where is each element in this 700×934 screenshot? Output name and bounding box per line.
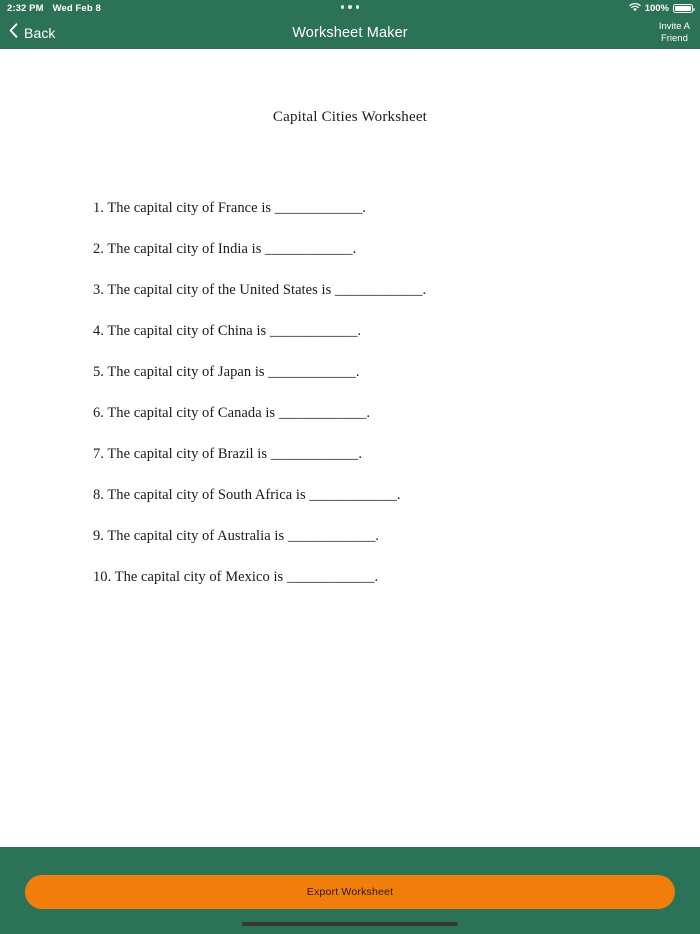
worksheet-question: 4. The capital city of China is ____________. <box>93 323 362 339</box>
worksheet-question: 7. The capital city of Brazil is ____________. <box>93 446 363 462</box>
worksheet-question: 5. The capital city of Japan is ____________. <box>93 364 360 380</box>
back-button-label: Back <box>24 25 56 41</box>
worksheet-question: 8. The capital city of South Africa is ____________. <box>93 487 401 503</box>
multitask-dots-icon <box>0 5 700 9</box>
export-worksheet-button[interactable]: Export Worksheet <box>25 875 675 909</box>
status-time: 2:32 PM <box>7 3 44 14</box>
invite-label-line1: Invite A <box>658 21 690 32</box>
invite-label-line2: Friend <box>660 33 688 44</box>
worksheet-question: 10. The capital city of Mexico is ____________. <box>93 569 379 585</box>
page-title-label: Worksheet Maker <box>292 25 408 41</box>
page-title <box>0 17 700 49</box>
worksheet-question: 3. The capital city of the United States is ____________. <box>93 282 427 298</box>
worksheet-question-list <box>93 199 653 609</box>
app-header <box>0 0 700 49</box>
invite-a-friend-button[interactable] <box>659 16 690 50</box>
battery-fill <box>675 6 691 12</box>
worksheet-document <box>0 49 700 847</box>
bottom-toolbar <box>0 847 700 934</box>
status-bar <box>0 0 700 17</box>
wifi-icon <box>629 3 641 15</box>
battery-icon <box>673 4 693 14</box>
multitask-dot <box>341 5 345 9</box>
worksheet-question: 1. The capital city of France is ____________. <box>93 200 367 216</box>
worksheet-title: Capital Cities Worksheet <box>272 109 428 125</box>
battery-percent-label: 100% <box>644 3 669 14</box>
status-date: Wed Feb 8 <box>52 3 101 14</box>
status-bar-right <box>629 3 693 15</box>
multitask-dot <box>348 5 352 9</box>
multitask-dot <box>356 5 360 9</box>
navigation-bar <box>0 17 700 49</box>
worksheet-question: 9. The capital city of Australia is ____________. <box>93 528 380 544</box>
worksheet-question: 2. The capital city of India is ____________. <box>93 241 357 257</box>
home-indicator[interactable] <box>242 922 458 926</box>
worksheet-question: 6. The capital city of Canada is ____________. <box>93 405 371 421</box>
